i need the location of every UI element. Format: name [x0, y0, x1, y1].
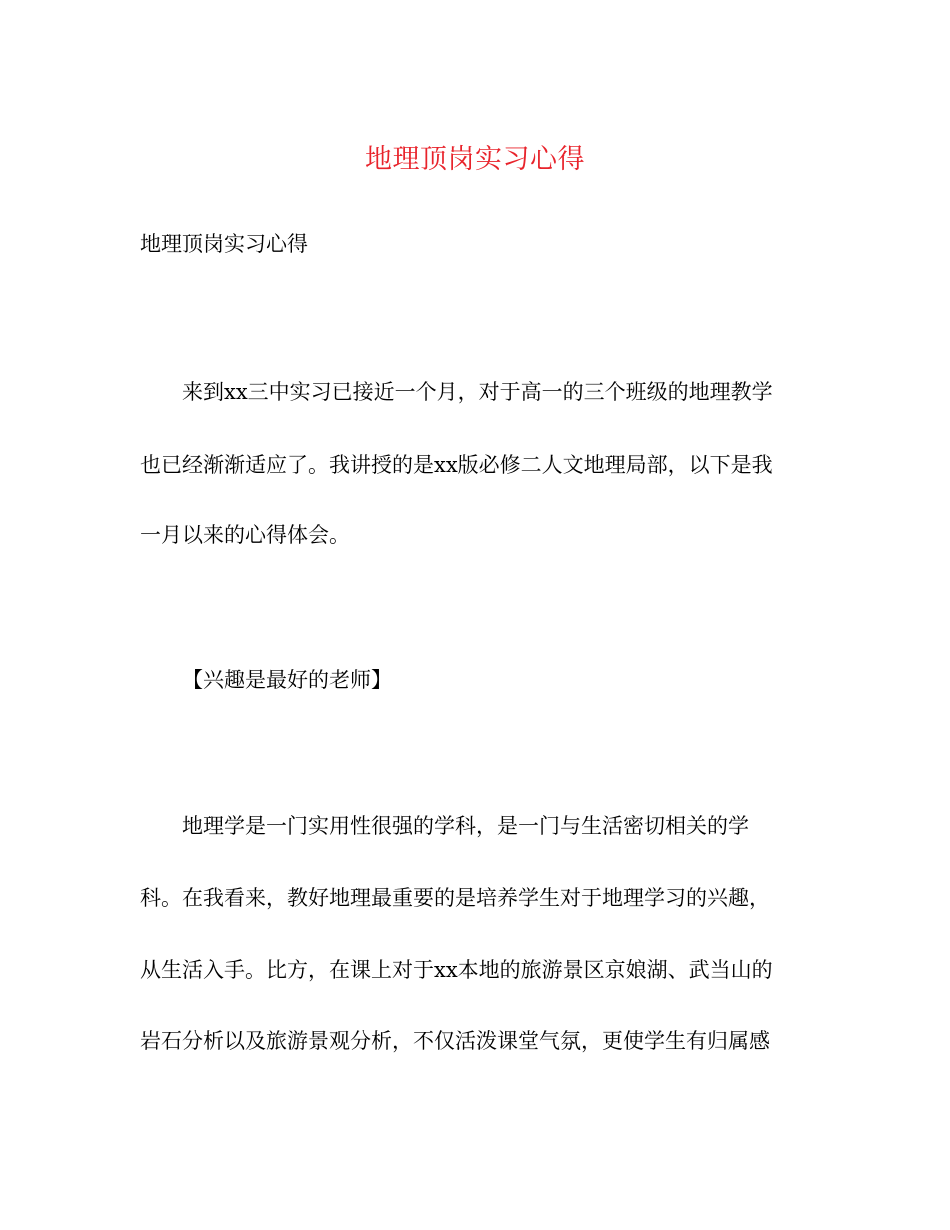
document-subtitle: 地理顶岗实习心得	[140, 232, 308, 256]
document-title: 地理顶岗实习心得	[365, 144, 585, 175]
paragraph-1-line-1: 来到xx三中实习已接近一个月，对于高一的三个班级的地理教学	[182, 380, 773, 404]
paragraph-2-line-3: 从生活入手。比方，在课上对于xx本地的旅游景区京娘湖、武当山的	[140, 958, 773, 982]
paragraph-1-line-2: 也已经渐渐适应了。我讲授的是xx版必修二人文地理局部，以下是我	[140, 453, 773, 477]
paragraph-2-line-2: 科。在我看来，教好地理最重要的是培养学生对于地理学习的兴趣，	[140, 886, 770, 910]
paragraph-2-line-4: 岩石分析以及旅游景观分析，不仅活泼课堂气氛，更使学生有归属感	[140, 1029, 770, 1053]
section-heading: 【兴趣是最好的老师】	[182, 668, 392, 692]
paragraph-1-line-3: 一月以来的心得体会。	[140, 523, 350, 547]
paragraph-2-line-1: 地理学是一门实用性很强的学科，是一门与生活密切相关的学	[182, 814, 749, 838]
